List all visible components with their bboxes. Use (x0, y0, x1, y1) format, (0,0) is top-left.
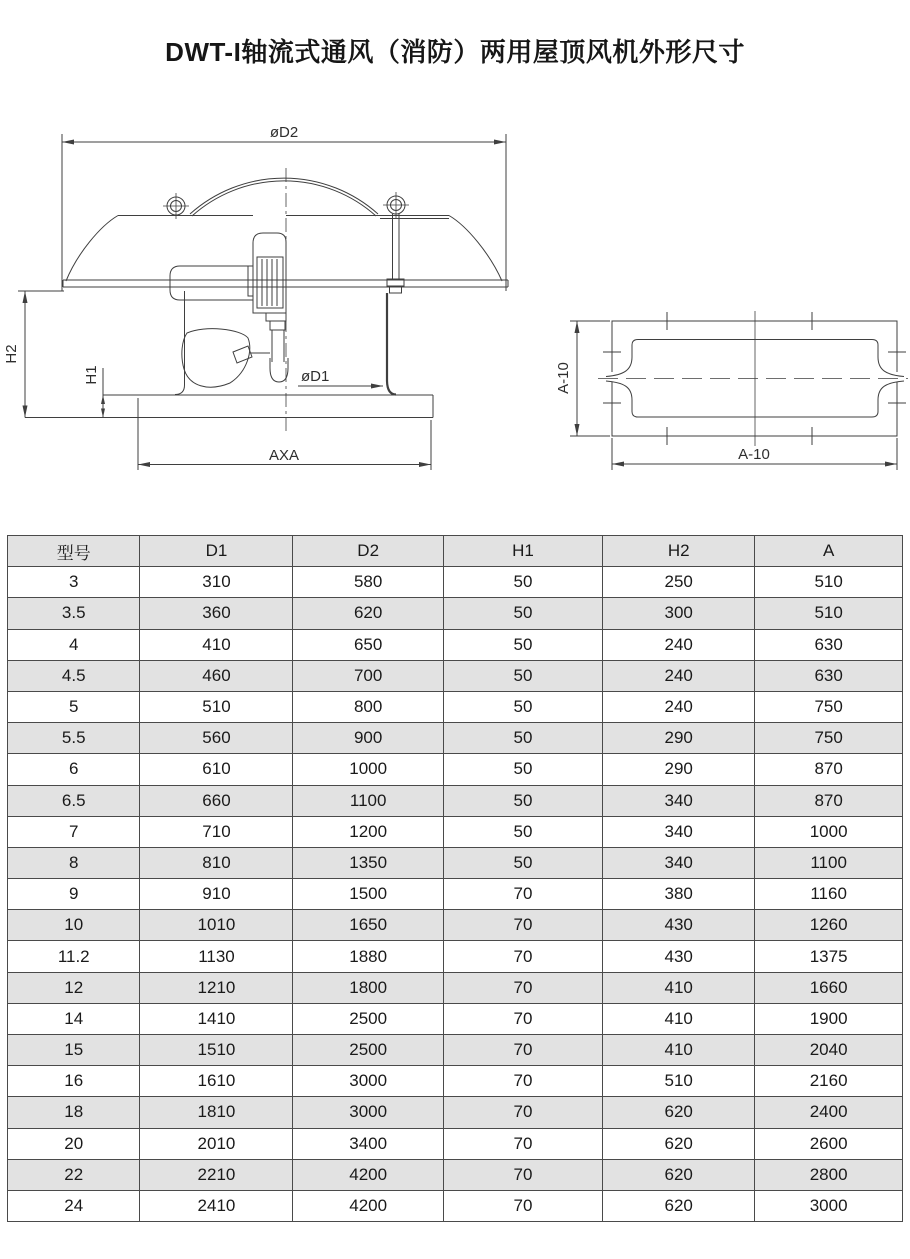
table-cell: 250 (603, 567, 755, 598)
eye-bolt-right (383, 192, 409, 293)
table-row (8, 1035, 903, 1066)
table-cell: 2210 (140, 1159, 293, 1190)
table-cell: 2400 (755, 1097, 903, 1128)
table-cell: 630 (755, 660, 903, 691)
table-cell: 50 (443, 598, 602, 629)
table-row (8, 1128, 903, 1159)
table-cell: 1650 (293, 910, 443, 941)
table-cell: 1350 (293, 847, 443, 878)
table-cell: 750 (755, 691, 903, 722)
table-row (8, 629, 903, 660)
dim-label-h2: H2 (3, 344, 20, 364)
table-cell: 240 (603, 660, 755, 691)
table-cell: 870 (755, 785, 903, 816)
table-row (8, 1066, 903, 1097)
table-cell: 4 (8, 629, 140, 660)
table-cell: 15 (8, 1035, 140, 1066)
table-cell: 1160 (755, 879, 903, 910)
table-cell: 4200 (293, 1190, 443, 1221)
spec-table-header-row (8, 536, 903, 567)
table-cell: 70 (443, 1003, 602, 1034)
table-cell: 4200 (293, 1159, 443, 1190)
page-title: DWT-I轴流式通风（消防）两用屋顶风机外形尺寸 (165, 37, 745, 67)
wind-cap-arc (190, 178, 378, 214)
table-cell: 2160 (755, 1066, 903, 1097)
table-cell: 620 (603, 1097, 755, 1128)
table-cell: 340 (603, 785, 755, 816)
table-cell: 70 (443, 1159, 602, 1190)
table-cell: 340 (603, 816, 755, 847)
table-row (8, 1097, 903, 1128)
table-cell: 1000 (293, 754, 443, 785)
table-cell: 70 (443, 1190, 602, 1221)
table-cell: 70 (443, 972, 602, 1003)
column-header: D1 (140, 536, 293, 567)
fan-hub (251, 321, 288, 382)
spec-table-body (8, 567, 903, 1222)
table-cell: 700 (293, 660, 443, 691)
table-cell: 240 (603, 629, 755, 660)
table-cell: 3000 (755, 1190, 903, 1221)
table-row (8, 754, 903, 785)
table-cell: 340 (603, 847, 755, 878)
table-cell: 900 (293, 723, 443, 754)
table-cell: 410 (603, 1003, 755, 1034)
top-view-drawing (555, 311, 908, 470)
table-cell: 70 (443, 910, 602, 941)
table-cell: 2600 (755, 1128, 903, 1159)
table-cell: 4.5 (8, 660, 140, 691)
table-cell: 1210 (140, 972, 293, 1003)
table-cell: 70 (443, 941, 602, 972)
table-row (8, 1159, 903, 1190)
table-cell: 2410 (140, 1190, 293, 1221)
table-cell: 50 (443, 785, 602, 816)
table-cell: 630 (755, 629, 903, 660)
table-cell: 510 (603, 1066, 755, 1097)
table-cell: 3000 (293, 1097, 443, 1128)
table-cell: 3 (8, 567, 140, 598)
table-cell: 580 (293, 567, 443, 598)
spec-table (7, 535, 903, 1222)
table-cell: 410 (603, 1035, 755, 1066)
table-cell: 1500 (293, 879, 443, 910)
table-cell: 430 (603, 910, 755, 941)
front-view-drawing (3, 124, 508, 470)
table-cell: 290 (603, 754, 755, 785)
table-cell: 610 (140, 754, 293, 785)
table-row (8, 723, 903, 754)
table-cell: 510 (140, 691, 293, 722)
table-cell: 50 (443, 816, 602, 847)
dimension-drawings (0, 0, 910, 530)
table-cell: 8 (8, 847, 140, 878)
table-row (8, 816, 903, 847)
table-cell: 2800 (755, 1159, 903, 1190)
dim-label-h1: H1 (83, 365, 100, 385)
table-row (8, 879, 903, 910)
table-row (8, 660, 903, 691)
table-cell: 360 (140, 598, 293, 629)
table-row (8, 941, 903, 972)
table-row (8, 910, 903, 941)
dim-label-a10-horizontal: A-10 (738, 446, 770, 463)
table-cell: 1010 (140, 910, 293, 941)
table-cell: 70 (443, 1066, 602, 1097)
impeller-blade (182, 329, 252, 387)
column-header: D2 (293, 536, 443, 567)
table-row (8, 567, 903, 598)
table-cell: 1660 (755, 972, 903, 1003)
table-cell: 1375 (755, 941, 903, 972)
dim-label-a10-vertical: A-10 (555, 362, 572, 394)
table-cell: 50 (443, 691, 602, 722)
table-cell: 3400 (293, 1128, 443, 1159)
table-cell: 14 (8, 1003, 140, 1034)
table-cell: 410 (140, 629, 293, 660)
table-cell: 2040 (755, 1035, 903, 1066)
table-cell: 12 (8, 972, 140, 1003)
dim-label-axa: AXA (268, 447, 300, 464)
table-cell: 18 (8, 1097, 140, 1128)
table-cell: 50 (443, 847, 602, 878)
table-cell: 1810 (140, 1097, 293, 1128)
table-cell: 6 (8, 754, 140, 785)
table-cell: 620 (603, 1159, 755, 1190)
table-cell: 3000 (293, 1066, 443, 1097)
table-cell: 1800 (293, 972, 443, 1003)
column-header: A (755, 536, 903, 567)
table-cell: 50 (443, 660, 602, 691)
table-cell: 510 (755, 598, 903, 629)
table-cell: 430 (603, 941, 755, 972)
table-cell: 10 (8, 910, 140, 941)
table-cell: 660 (140, 785, 293, 816)
table-cell: 50 (443, 754, 602, 785)
table-cell: 70 (443, 879, 602, 910)
table-cell: 2010 (140, 1128, 293, 1159)
table-cell: 20 (8, 1128, 140, 1159)
table-cell: 1610 (140, 1066, 293, 1097)
column-header: 型号 (8, 536, 140, 567)
table-cell: 50 (443, 723, 602, 754)
table-cell: 2500 (293, 1035, 443, 1066)
table-cell: 240 (603, 691, 755, 722)
table-cell: 1100 (755, 847, 903, 878)
table-cell: 1200 (293, 816, 443, 847)
table-cell: 300 (603, 598, 755, 629)
table-cell: 1260 (755, 910, 903, 941)
table-cell: 3.5 (8, 598, 140, 629)
table-cell: 1880 (293, 941, 443, 972)
table-cell: 5 (8, 691, 140, 722)
table-row (8, 785, 903, 816)
table-cell: 6.5 (8, 785, 140, 816)
table-row (8, 1190, 903, 1221)
table-cell: 620 (293, 598, 443, 629)
table-cell: 70 (443, 1035, 602, 1066)
table-cell: 2500 (293, 1003, 443, 1034)
table-cell: 560 (140, 723, 293, 754)
cover-right-curve (449, 216, 502, 282)
table-cell: 5.5 (8, 723, 140, 754)
table-cell: 1900 (755, 1003, 903, 1034)
cover-left-curve (66, 216, 118, 282)
support-arm (170, 266, 253, 300)
table-cell: 1130 (140, 941, 293, 972)
table-cell: 22 (8, 1159, 140, 1190)
table-cell: 870 (755, 754, 903, 785)
table-cell: 290 (603, 723, 755, 754)
column-header: H2 (603, 536, 755, 567)
table-cell: 9 (8, 879, 140, 910)
table-cell: 410 (603, 972, 755, 1003)
dim-label-d1: øD1 (301, 368, 330, 385)
table-cell: 710 (140, 816, 293, 847)
duct-wall-right (387, 293, 396, 395)
table-cell: 650 (293, 629, 443, 660)
table-cell: 620 (603, 1190, 755, 1221)
table-cell: 1510 (140, 1035, 293, 1066)
table-cell: 50 (443, 629, 602, 660)
table-cell: 1000 (755, 816, 903, 847)
table-cell: 70 (443, 1128, 602, 1159)
table-cell: 800 (293, 691, 443, 722)
table-cell: 510 (755, 567, 903, 598)
table-cell: 750 (755, 723, 903, 754)
table-cell: 620 (603, 1128, 755, 1159)
table-cell: 11.2 (8, 941, 140, 972)
table-cell: 910 (140, 879, 293, 910)
dim-label-d2: øD2 (269, 124, 299, 141)
table-row (8, 1003, 903, 1034)
table-cell: 310 (140, 567, 293, 598)
table-cell: 16 (8, 1066, 140, 1097)
table-cell: 7 (8, 816, 140, 847)
table-row (8, 691, 903, 722)
table-cell: 24 (8, 1190, 140, 1221)
table-cell: 50 (443, 567, 602, 598)
column-header: H1 (443, 536, 602, 567)
table-cell: 380 (603, 879, 755, 910)
table-cell: 460 (140, 660, 293, 691)
table-cell: 810 (140, 847, 293, 878)
motor (248, 233, 286, 321)
table-row (8, 598, 903, 629)
table-cell: 1410 (140, 1003, 293, 1034)
base-plate (25, 395, 433, 418)
table-cell: 70 (443, 1097, 602, 1128)
table-cell: 1100 (293, 785, 443, 816)
table-row (8, 847, 903, 878)
table-row (8, 972, 903, 1003)
